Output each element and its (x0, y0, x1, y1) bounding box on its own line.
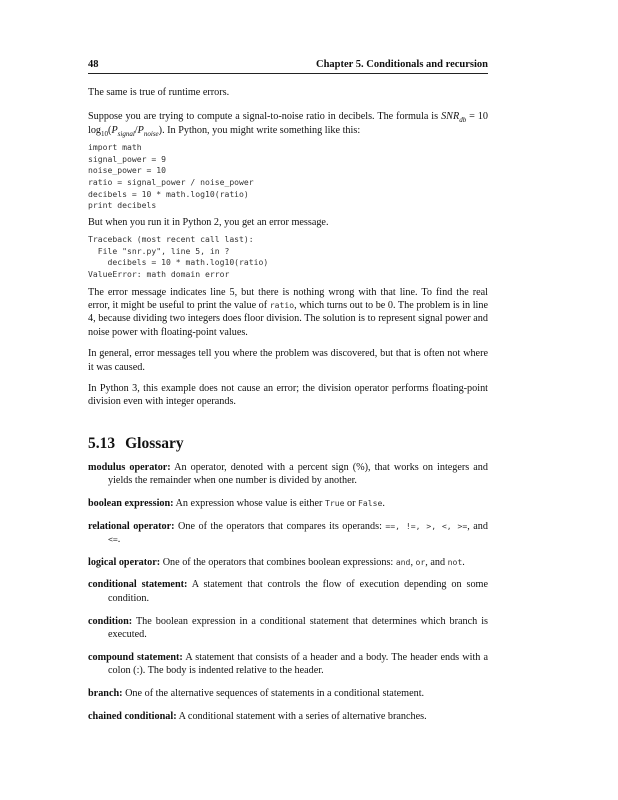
glossary-code-and: and (395, 556, 411, 567)
glossary-term: chained conditional: (88, 710, 177, 722)
glossary-code-false: False (358, 498, 383, 508)
glossary-entry (88, 578, 488, 605)
glossary-definition: One of the alternative sequences of statements in a conditional statement. (122, 687, 425, 699)
snr-formula-p1: P (111, 124, 118, 136)
glossary-entry (88, 520, 488, 547)
page-number: 48 (88, 59, 99, 70)
page-header (88, 59, 488, 74)
error-code-ratio: ratio (269, 299, 295, 310)
glossary-definition: A statement that controls the flow of execution depending on some condition. (108, 579, 489, 604)
glossary-definition: One of the operators that combines boolean expressions: (160, 556, 396, 568)
glossary-definition: , and (467, 520, 488, 532)
glossary-definition: A conditional statement with a series of alternative branches. (176, 710, 427, 722)
snr-formula-p2: P (137, 124, 144, 136)
glossary-definition: An operator, denoted with a percent sign (%), that works on integers and yields the remainder when one number is divided by another. (108, 461, 488, 487)
glossary-entry (88, 556, 488, 570)
glossary-term: compound statement: (88, 651, 183, 663)
error-paragraph (88, 286, 488, 340)
code-block-snr: import math signal_power = 9 noise_power = 10 ratio = signal_power / noise_power decibels = 10 * math.log10(ratio) print decibels (88, 142, 254, 211)
glossary-entry (88, 687, 488, 701)
glossary-definition: . (117, 534, 121, 546)
glossary-code-not: not (447, 556, 463, 567)
intro-line: The same is true of runtime errors. (88, 87, 230, 98)
snr-formula-open: ( (108, 124, 112, 136)
general-paragraph: In general, error messages tell you where the problem was discovered, but that is often not where it was caused. (88, 348, 488, 373)
glossary-term: boolean expression: (88, 498, 174, 509)
glossary-definition: An expression whose value is either (173, 498, 325, 509)
glossary-entry (88, 497, 488, 511)
snr-formula-close: ) (158, 124, 163, 136)
glossary-code-le: <= (108, 534, 118, 545)
glossary-entry (88, 461, 488, 488)
glossary-term: logical operator: (88, 556, 161, 568)
snr-formula-lhs-sub: db (459, 116, 467, 125)
glossary-section-title: Glossary (125, 434, 184, 452)
glossary-code-operators: ==, !=, >, <, >= (385, 520, 468, 531)
snr-formula-lhs: SNR (441, 111, 460, 123)
error-text-before: The error message indicates line 5, but there is nothing wrong with that line. To find the real error, it might be useful to print the value of (88, 286, 488, 311)
glossary-definition: The boolean expression in a conditional statement that determines which branch is executed. (108, 615, 488, 641)
run-line: But when you run it in Python 2, you get an error message. (88, 216, 329, 228)
snr-formula-slash: / (134, 124, 138, 136)
glossary-definition: . (462, 556, 465, 568)
glossary-term: condition: (88, 615, 133, 627)
glossary-term: branch: (88, 687, 123, 699)
page (88, 59, 488, 723)
code-block-traceback: Traceback (most recent call last): File "snr.py", line 5, in ? decibels = 10 * math.log10(ratio) ValueError: math domain error (88, 234, 269, 279)
snr-formula-eq: = 10 log (88, 111, 489, 136)
error-text-after: , which turns out to be 0. The problem is in line 4, because dividing two integers does floor division. The solution is to represent signal power and noise power with floating-point values. (88, 299, 488, 338)
glossary-entry (88, 615, 488, 642)
glossary-separator: , (410, 556, 416, 568)
python3-paragraph: In Python 3, this example does not cause an error; the division operator performs floating-point division even with integer operands. (88, 383, 488, 408)
glossary-separator: , and (425, 556, 448, 568)
glossary-term: relational operator: (88, 520, 175, 532)
snr-formula-log-sub: 10 (101, 129, 109, 138)
glossary-entry (88, 710, 488, 724)
snr-paragraph (88, 110, 488, 137)
glossary-list (88, 461, 488, 723)
glossary-definition: One of the operators that compares its operands: (174, 520, 386, 532)
glossary-heading (88, 435, 488, 453)
glossary-code-or: or (415, 556, 426, 567)
glossary-code-true: True (324, 498, 345, 508)
glossary-definition: . (382, 498, 385, 509)
snr-formula-p1-sub: signal (117, 129, 135, 138)
snr-text-before: Suppose you are trying to compute a signal-to-noise ratio in decibels. The formula is (88, 111, 439, 123)
chapter-title: Chapter 5. Conditionals and recursion (315, 59, 488, 70)
snr-text-after: . In Python, you might write something like this: (162, 124, 361, 136)
glossary-section-number: 5.13 (88, 434, 116, 452)
snr-formula-p2-sub: noise (143, 129, 159, 138)
glossary-definition: A statement that consists of a header and a body. The header ends with a colon (:). The body is indented relative to the header. (108, 651, 488, 677)
glossary-definition: or (344, 498, 359, 509)
glossary-entry (88, 651, 488, 678)
glossary-term: conditional statement: (88, 579, 188, 591)
glossary-term: modulus operator: (88, 461, 171, 473)
